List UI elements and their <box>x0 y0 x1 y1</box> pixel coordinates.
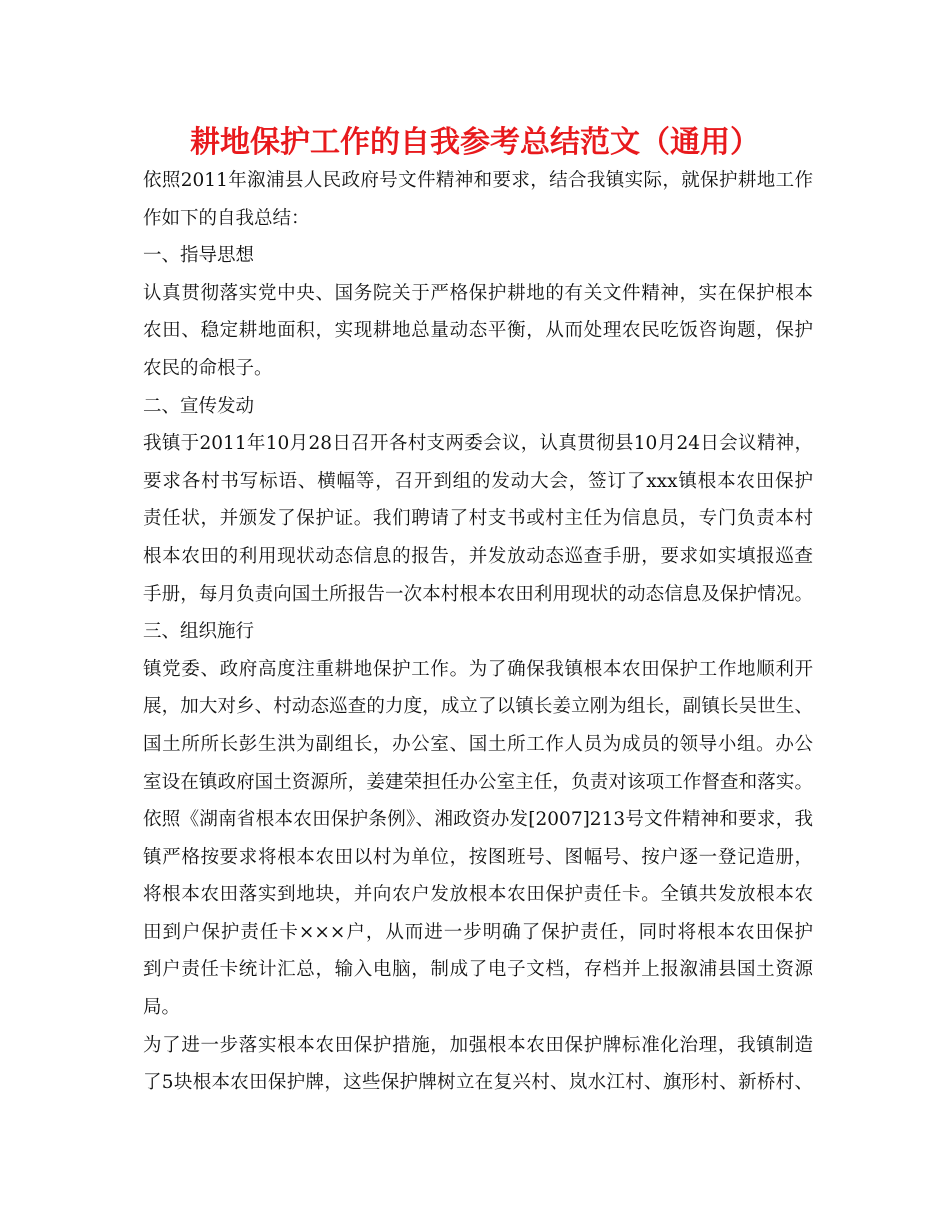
text-line: 我镇于2011年10月28日召开各村支两委会议，认真贯彻县10月24日会议精神， <box>143 433 813 455</box>
text-line: 为了进一步落实根本农田保护措施，加强根本农田保护牌标准化治理，我镇制造 <box>143 1034 813 1056</box>
text-line: 根本农田的利用现状动态信息的报告，并发放动态巡查手册，要求如实填报巡查 <box>143 545 813 567</box>
text-line: 责任状，并颁发了保护证。我们聘请了村支书或村主任为信息员，专门负责本村 <box>143 508 813 530</box>
text-line: 到户责任卡统计汇总，输入电脑，制成了电子文档，存档并上报溆浦县国土资源 <box>143 959 813 981</box>
text-line: 要求各村书写标语、横幅等，召开到组的发动大会，签订了xxx镇根本农田保护 <box>143 470 813 492</box>
text-line: 镇党委、政府高度注重耕地保护工作。为了确保我镇根本农田保护工作地顺利开 <box>143 658 813 680</box>
text-line: 将根本农田落实到地块，并向农户发放根本农田保护责任卡。全镇共发放根本农 <box>143 884 813 906</box>
text-line: 展，加大对乡、村动态巡查的力度，成立了以镇长姜立刚为组长，副镇长吴世生、 <box>143 696 813 718</box>
text-line: 三、组织施行 <box>143 621 255 643</box>
text-line: 作如下的自我总结： <box>143 207 310 229</box>
text-line: 局。 <box>143 997 181 1019</box>
text-line: 二、宣传发动 <box>143 395 255 417</box>
text-line: 认真贯彻落实党中央、国务院关于严格保护耕地的有关文件精神，实在保护根本 <box>143 282 813 304</box>
document-title: 耕地保护工作的自我参考总结范文（通用） <box>190 125 760 160</box>
text-line: 镇严格按要求将根本农田以村为单位，按图班号、图幅号、按户逐一登记造册， <box>143 846 813 868</box>
text-line: 田到户保护责任卡×××户，从而进一步明确了保护责任，同时将根本农田保护 <box>143 921 813 943</box>
document-body <box>143 162 813 1102</box>
text-line: 室设在镇政府国土资源所，姜建荣担任办公室主任，负责对该项工作督查和落实。 <box>143 771 813 793</box>
text-line: 农民的命根子。 <box>143 357 273 379</box>
text-line: 了5块根本农田保护牌，这些保护牌树立在复兴村、岚水江村、旗形村、新桥村、 <box>143 1072 813 1094</box>
text-line: 手册，每月负责向国土所报告一次本村根本农田利用现状的动态信息及保护情况。 <box>143 583 813 605</box>
text-line: 一、指导思想 <box>143 245 255 267</box>
text-line: 依照《湖南省根本农田保护条例》、湘政资办发[2007]213号文件精神和要求，我 <box>143 809 813 831</box>
text-line: 依照2011年溆浦县人民政府号文件精神和要求，结合我镇实际，就保护耕地工作 <box>143 170 813 191</box>
text-line: 农田、稳定耕地面积，实现耕地总量动态平衡，从而处理农民吃饭咨询题，保护 <box>143 320 813 342</box>
text-line: 国土所所长彭生洪为副组长，办公室、国土所工作人员为成员的领导小组。办公 <box>143 733 813 755</box>
